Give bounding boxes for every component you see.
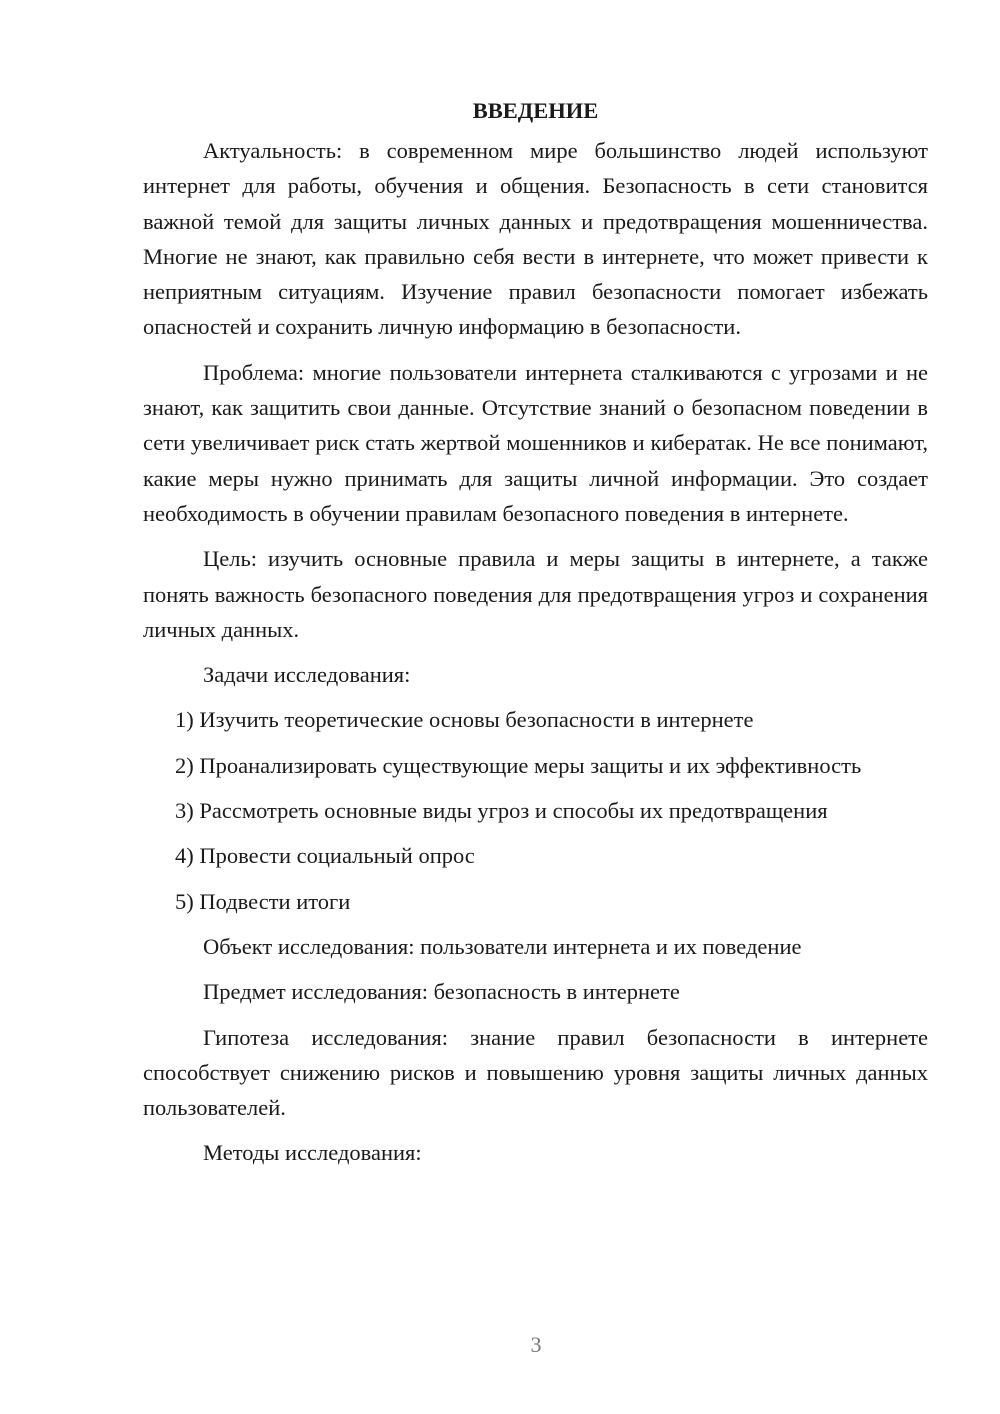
page-content [143, 93, 928, 1181]
page-number: 3 [530, 1332, 542, 1357]
task-item: 4) Провести социальный опрос [175, 843, 475, 869]
tasks-heading: Задачи исследования: [203, 662, 411, 688]
paragraph-relevance: Актуальность: в современном мире большинство людей используют интернет для работы, обучения и общения. Безопасность в сети становится важной темой для защиты личных данных и предотвращения мошенничества. Многие не знают, как правильно себя вести в интернете, что может привести к неприятным ситуациям. Изучение правил безопасности помогает избежать опасностей и сохранить личную информацию в безопасности. [143, 138, 928, 340]
task-item: 5) Подвести итоги [175, 888, 351, 914]
task-item: 2) Проанализировать существующие меры защиты и их эффективность [175, 752, 862, 778]
page-title: ВВЕДЕНИЕ [472, 98, 599, 123]
task-item: 1) Изучить теоретические основы безопасности в интернете [175, 707, 754, 733]
paragraph-problem: Проблема: многие пользователи интернета сталкиваются с угрозами и не знают, как защитить свои данные. Отсутствие знаний о безопасном поведении в сети увеличивает риск стать жертвой мошенников и кибератак. Не все понимают, какие меры нужно принимать для защиты личной информации. Это создает необходимость в обучении правилам безопасного поведения в интернете. [143, 359, 928, 526]
paragraph-goal: Цель: изучить основные правила и меры защиты в интернете, а также понять важность безопасного поведения для предотвращения угроз и сохранения личных данных. [143, 546, 928, 642]
paragraph-hypothesis: Гипотеза исследования: знание правил безопасности в интернете способствует снижению рисков и повышению уровня защиты личных данных пользователей. [143, 1024, 928, 1121]
methods-heading: Методы исследования: [203, 1140, 422, 1166]
task-item: 3) Рассмотреть основные виды угроз и способы их предотвращения [175, 798, 828, 824]
paragraph-subject: Предмет исследования: безопасность в интернете [203, 979, 680, 1005]
paragraph-object: Объект исследования: пользователи интернета и их поведение [203, 933, 802, 959]
